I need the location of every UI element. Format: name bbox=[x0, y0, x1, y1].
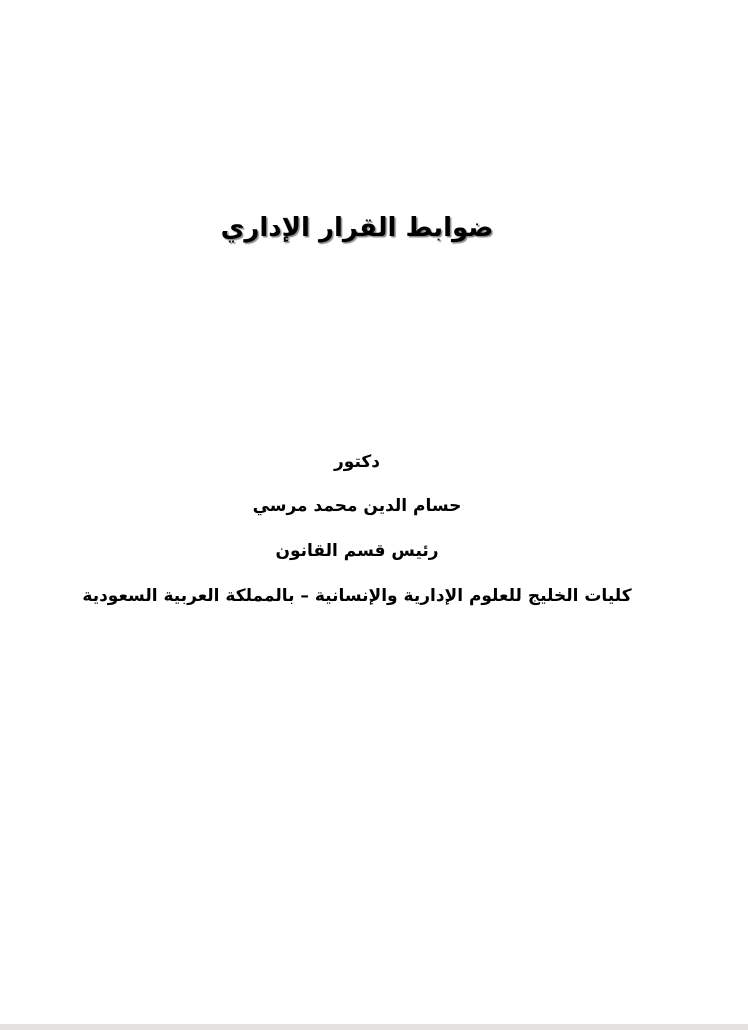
author-prefix: دكتور bbox=[334, 452, 380, 472]
author-position: رئيس قسم القانون bbox=[275, 541, 439, 561]
document-title: ضوابط القرار الإداري bbox=[220, 213, 494, 243]
author-institution: كليات الخليج للعلوم الإدارية والإنسانية – بالمملكة العربية السعودية bbox=[82, 586, 632, 606]
author-name: حسام الدين محمد مرسي bbox=[252, 496, 462, 516]
page-bottom-edge bbox=[0, 1024, 748, 1030]
